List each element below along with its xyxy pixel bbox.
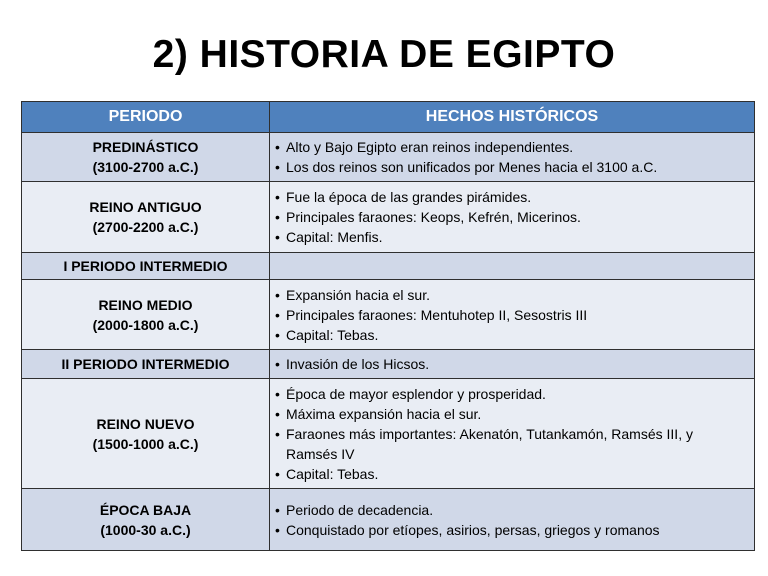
- bullet-icon: •: [275, 385, 280, 402]
- bullet-icon: •: [275, 286, 280, 303]
- list-item: [274, 305, 748, 325]
- period-dates: (2700-2200 a.C.): [92, 219, 199, 235]
- page-title: 2) HISTORIA DE EGIPTO: [152, 33, 616, 76]
- list-item: [274, 424, 748, 464]
- list-item: [274, 384, 748, 404]
- facts-list: [274, 500, 748, 540]
- list-item: [274, 464, 748, 484]
- period-cell: [22, 133, 270, 182]
- bullet-icon: •: [275, 306, 280, 323]
- fact-text: Alto y Bajo Egipto eran reinos independientes.: [286, 139, 574, 155]
- period-cell: [22, 280, 270, 350]
- facts-cell: [270, 379, 755, 489]
- table-row: [22, 182, 755, 253]
- period-dates: (1000-30 a.C.): [100, 521, 191, 538]
- list-item: [274, 285, 748, 305]
- facts-cell: [270, 350, 755, 379]
- period-cell: [22, 379, 270, 489]
- bullet-icon: •: [275, 405, 280, 422]
- fact-text: Capital: Menfis.: [286, 229, 383, 245]
- table-row: [22, 280, 755, 350]
- bullet-icon: •: [275, 425, 280, 442]
- bullet-icon: •: [275, 159, 280, 175]
- table-row: [22, 133, 755, 182]
- table-row: [22, 379, 755, 489]
- fact-text: Los dos reinos son unificados por Menes hacia el 3100 a.C.: [286, 159, 658, 175]
- facts-list: [274, 384, 748, 484]
- bullet-icon: •: [275, 139, 280, 155]
- period-cell: [22, 489, 270, 551]
- period-name: REINO MEDIO: [98, 296, 193, 313]
- facts-list: [274, 137, 748, 177]
- period-dates: (2000-1800 a.C.): [92, 316, 199, 333]
- facts-cell: [270, 182, 755, 253]
- facts-cell: [270, 280, 755, 350]
- fact-text: Época de mayor esplendor y prosperidad.: [286, 385, 546, 402]
- period-dates: (1500-1000 a.C.): [92, 435, 199, 452]
- period-cell: [22, 182, 270, 253]
- fact-text: Capital: Tebas.: [286, 326, 379, 343]
- period-cell: [22, 350, 270, 379]
- fact-text: Principales faraones: Mentuhotep II, Sesostris III: [286, 306, 588, 323]
- list-item: [274, 207, 748, 227]
- bullet-icon: •: [275, 209, 280, 225]
- header-period: PERIODO: [22, 102, 270, 133]
- bullet-icon: •: [275, 189, 280, 205]
- history-table: [21, 101, 755, 551]
- bullet-icon: •: [275, 326, 280, 343]
- period-dates: (3100-2700 a.C.): [92, 159, 199, 175]
- list-item: [274, 404, 748, 424]
- facts-list: [274, 187, 748, 247]
- fact-text: Capital: Tebas.: [286, 465, 379, 482]
- bullet-icon: •: [275, 465, 280, 482]
- period-name: REINO NUEVO: [96, 415, 195, 432]
- period-name: II PERIODO INTERMEDIO: [61, 356, 230, 372]
- fact-text: Periodo de decadencia.: [286, 501, 434, 518]
- list-item: [274, 157, 748, 177]
- bullet-icon: •: [275, 521, 280, 538]
- list-item: [274, 354, 748, 374]
- list-item: [274, 325, 748, 345]
- fact-text: Faraones más importantes: Akenatón, Tutankamón, Ramsés III, y Ramsés IV: [286, 425, 693, 462]
- facts-cell: [270, 133, 755, 182]
- facts-cell: [270, 489, 755, 551]
- bullet-icon: •: [275, 356, 280, 372]
- facts-list: [274, 285, 748, 345]
- fact-text: Fue la época de las grandes pirámides.: [286, 189, 532, 205]
- period-name: I PERIODO INTERMEDIO: [63, 258, 228, 274]
- table-body: [22, 133, 755, 551]
- facts-cell: [270, 253, 755, 280]
- list-item: [274, 227, 748, 247]
- list-item: [274, 500, 748, 520]
- table-row: [22, 253, 755, 280]
- period-cell: [22, 253, 270, 280]
- table-header-row: [22, 102, 755, 133]
- header-facts: HECHOS HISTÓRICOS: [270, 102, 755, 133]
- list-item: [274, 137, 748, 157]
- fact-text: Máxima expansión hacia el sur.: [286, 405, 482, 422]
- facts-list: [274, 354, 748, 374]
- period-name: REINO ANTIGUO: [89, 199, 202, 215]
- table-row: [22, 489, 755, 551]
- list-item: [274, 520, 748, 540]
- bullet-icon: •: [275, 229, 280, 245]
- list-item: [274, 187, 748, 207]
- period-name: ÉPOCA BAJA: [99, 501, 192, 518]
- bullet-icon: •: [275, 501, 280, 518]
- fact-text: Invasión de los Hicsos.: [286, 356, 430, 372]
- fact-text: Conquistado por etíopes, asirios, persas, griegos y romanos: [286, 521, 660, 538]
- period-name: PREDINÁSTICO: [92, 139, 199, 155]
- table-row: [22, 350, 755, 379]
- fact-text: Expansión hacia el sur.: [286, 286, 430, 303]
- fact-text: Principales faraones: Keops, Kefrén, Micerinos.: [286, 209, 581, 225]
